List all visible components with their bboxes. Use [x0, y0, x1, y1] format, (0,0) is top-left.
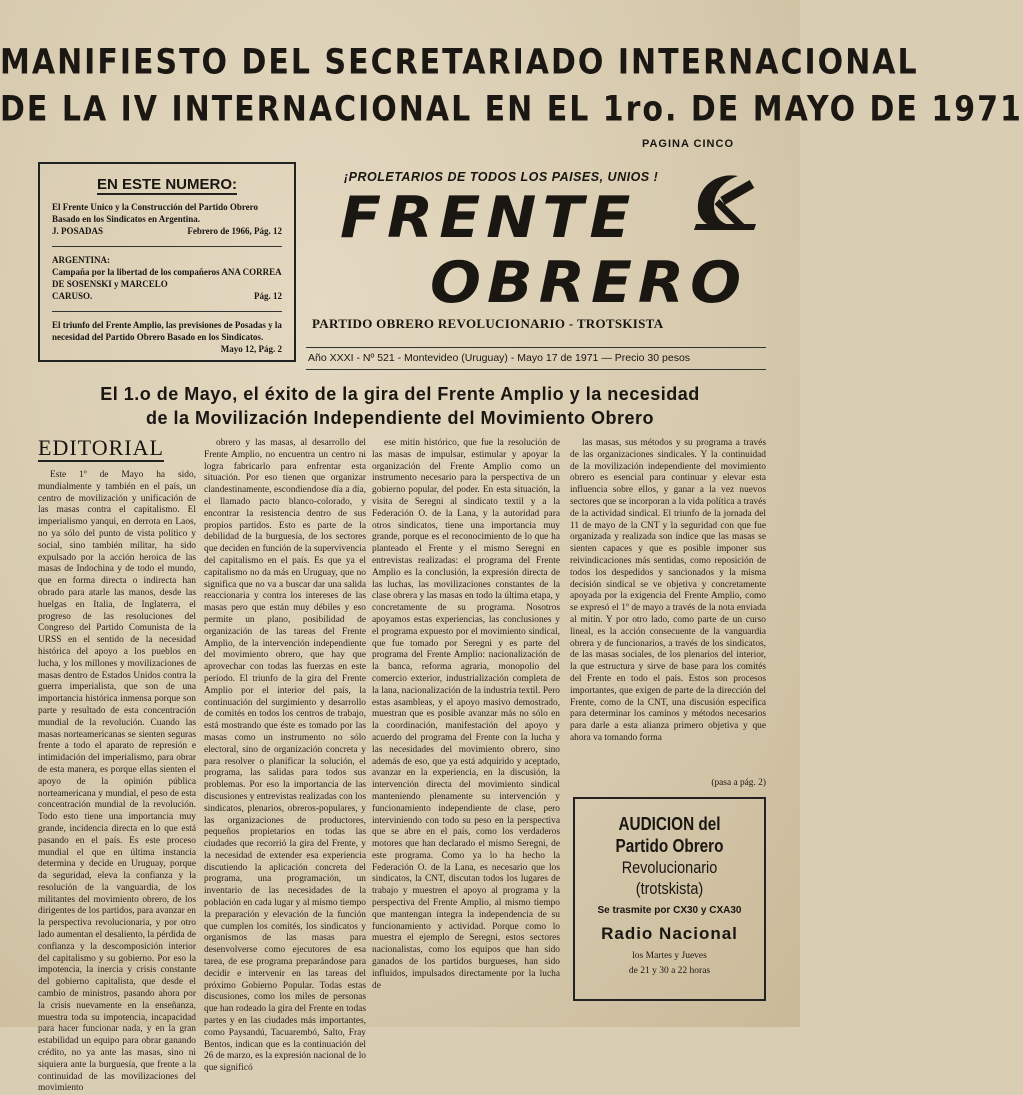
ad-line-2: Partido Obrero: [615, 836, 724, 856]
ad-line-1: AUDICION del: [618, 814, 721, 834]
newspaper-name-line-1: FRENTE: [340, 184, 637, 252]
page-label: PAGINA CINCO: [641, 138, 734, 150]
editorial-title: EDITORIAL: [38, 435, 164, 460]
ad-broadcast: Se trasmite por CX30 y CXA30: [597, 905, 742, 916]
divider: [52, 246, 282, 247]
editorial-column-4: las masas, sus métodos y su programa a través de las organizaciones sindicales. Y la continuidad de la movilización independiente del movimiento obrero es esencial para continuar y elevar esta influencia sobre ellos, y ganar a la vez nuevos sectores que se incorporan a la vida política a través de la actividad sindical. El triunfo de la jornada del 11 de mayo de la CNT y la seguridad con que fue organizada y realizada son índice que las masas se sienten capaces y que es posible imponer sus reivindicaciones más sentidas, como reposición de todos los despedidos y sancionados y la misma decisión sindical se ve objetiva y concretamente apoyada por la exigencia del Frente Amplio, como se expresó el 1º de mayo a través de la nota enviada al mitin. Y por otro lado, como parte de un curso lineal, es la acción consecuente de la vanguardia obrera y de funcionarios, a través de los sindicatos, de las masas sociales, de los plenarios del interior, la que estructura y sirve de base para los comités del Frente en todo el país. Estos son procesos importantes, que exigen de parte de la dirección del Frente, como de la CNT, una discusión específica para determinar los caminos y métodos necesarios para darle a esta alianza primero objetiva y que ahora va tomando forma: [570, 438, 766, 743]
contents-item-3: El triunfo del Frente Amplio, las previsiones de Posadas y la necesidad del Partido Obrero Basado en los Sindicatos. Mayo 12, Pág. 2: [52, 320, 282, 354]
editorial-column-3: ese mitin histórico, que fue la resolución de las masas de impulsar, estimular y apoyar la organización del Frente Amplio como un instrumento necesario para la perspectiva de un gobierno popular, del poder. En esta situación, la visita de Seregni al sindicato textil y a la Federación O. de la Lana, y la autoridad para otros sindicatos, tiene una importancia muy grande, porque es el reconocimiento de lo que ha planteado el Frente y el mismo Seregni en entrevistas realizadas: el programa del Frente Amplio es la conclusión, la expresión directa de las luchas, las movilizaciones constantes de la clase obrera y las masas en todo la última etapa, y concretamente de su programa. Nosotros apoyamos estas experiencias, las conclusiones y el programa expuesto por el movimiento sindical, que fue tomado por Seregni y es parte del programa del Frente Amplio: nacionalización de la banca, reforma agraria, monopolio del comercio exterior, industrialización completa de la lana, nacionalización de la industria textil. Pero estas asambleas, y el apoyo masivo demostrado, muestran que es posible avanzar más no sólo en la coordinación, manifestación del apoyo y acuerdo del programa del Frente con la lucha y las necesidades del movimiento obrero, sino además de eso, que ya está adquirido y aceptado, avanzar en la experiencia, en la discusión, la intervención directa del movimiento sindical manteniendo plenamente su intervención y funcionamiento independiente de clase, pero interviniendo con todo su peso en la perspectiva que se abre en el país, como los verdaderos motores que han declarado el mismo Seregni, de este programa. Como ya lo ha hecho la Federación O. de la Lana, es necesario que los sindicatos, la CNT, discutan todos los lugares de trabajo y muestren el apoyo al programa y la perspectiva del Frente Amplio, al mismo tiempo que mantengan íntegra la independencia de su funcionamiento y actividad. Porque como lo muestra el ejemplo de Seregni, estos sectores nacionalistas, como los equipos que han sido ganados de los partidos burgueses, han sido influidos, impulsados directamente por la lucha de: [372, 438, 560, 991]
contents-item-1: El Frente Unico y la Construcción del Partido Obrero Basado en los Sindicatos en Argentina. J. POSADAS Febrero de 1966, Pág. 12: [52, 202, 282, 236]
contents-item-2: ARGENTINA: Campaña por la libertad de los compañeros ANA CORREA DE SOSENSKI y MARCELO CARUSO. Pág. 12: [52, 255, 282, 301]
ad-line-3: Revolucionario: [621, 858, 718, 877]
party-name: PARTIDO OBRERO REVOLUCIONARIO - TROTSKISTA: [312, 316, 664, 331]
masthead-line-2: DE LA IV INTERNACIONAL EN EL 1ro. DE MAYO DE 1971: [0, 89, 1023, 130]
issue-line: Año XXXI - Nº 521 - Montevideo (Uruguay) - Mayo 17 de 1971 — Precio 30 pesos: [308, 352, 691, 364]
contents-title: EN ESTE NUMERO:: [96, 176, 237, 193]
ad-days: los Martes y Jueves: [632, 951, 707, 961]
divider: [52, 311, 282, 312]
newspaper-name-line-2: OBRERO: [430, 249, 748, 317]
editorial-column-2: obrero y las masas, al desarrollo del Frente Amplio, no encuentra un centro ni logra fabricarlo para enfrentar esta situación. Por eso tienen que organizar clandestinamente, escondiendose día a día, el llamado pacto blanco-colorado, y encontrar la resistencia dentro de sus propios partidos. Esto es parte de la debilidad de la burguesía, de los sectores que deciden en función de la supervivencia del capitalismo en el país. Es que ya el capitalismo no da más en Uruguay, que no significa que no va a buscar dar una salida reaccionaria y contra los intereses de las masas pero que están muy débiles y eso permite un plano, posibilidad de organización de las tareas del Frente Amplio, de la intervención independiente del movimiento obrero, que hay que aprovechar con todas las fuerzas en este período. El triunfo de la gira del Frente Amplio por el interior del país, la continuación del surgimiento y desarrollo de comités en todos los centros de trabajo, está mostrando que éste es tomado por las masas como un instrumento no sólo electoral, sino de organización concreta y para resolver o planificar la solución, el programa, las salidas para todos sus problemas. Por eso la importancia de las discusiones y entrevistas realizadas con los sindicatos, plenarios, obreros-populares, y las organizaciones de productores, pequeños propietarios en todas las ciudades que recorrió la gira del Frente, y la necesidad de extender esa experiencia discutiendo la aplicación concreta del programa, una programación, un inventario de las necesidades de la población en cada lugar y al mismo tiempo la preparación y elevación de la función que cumplen los comités, los sindicatos y organismos de las masas para desenvolverse como ejecutores de esa tarea, de ese programa preparándose para decidir e intervenir en las tareas del próximo Gobierno Popular. Todas estas discusiones, como los miles de personas que han rodeado la gira del Frente en todas partes y en las ciudades más importantes, como Paysandú, Tacuarembó, Salto, Fray Bentos, indican que es la continuación del 26 de marzo, es la expresión nacional de lo que significó: [204, 438, 366, 1074]
divider: [306, 369, 766, 370]
hammer-sickle-icon: [690, 166, 762, 236]
editorial-column-1: Este 1º de Mayo ha sido, mundialmente y también en el país, un centro de movilización y unificación de las masas contra el capitalismo. El imperialismo yanqui, en derrota en Laos, no ya sólo del punto de vista político y social, sino también militar, ha sido expulsado por la acción heroica de las masas de Indochina y de todo el mundo, que en forma directa o indirecta han obrado para atarle las manos, desde las huelgas en Italia, de Inglaterra, el progreso de las resoluciones del Congreso del Partido Comunista de la URSS en el sentido de la necesidad histórica del apoyo a los pueblos en lucha, y los millones y movilizaciones de masas dentro de Estados Unidos contra la guerra imperialista, que son de una importancia histórica inmensa porque son parte y resultado de esta concentración mundial de la revolución. Cuando las masas norteamericanas se sienten seguras frente a todo el aparato de represión e intimidación del imperialismo, para obrar de esta manera, es porque ellas sienten el apoyo de la opinión pública norteamericana y mundial, el peso de esta concentración mundial de la revolución. Todo esto tiene una importancia muy grande, incidencia directa en lo que está pasando en el país. Es este proceso mundial el que en última instancia determina y decide en Uruguay, porque da seguridad, eleva la confianza y la resolución de la vanguardia, de los militantes del movimiento obrero, de los dirigentes de los partidos, para avanzar en la perspectiva revolucionaria, y por otro lado aumentan el desaliento, la pérdida de confianza y la descomposición interior del capitalismo y su gobierno. Por eso la impotencia, la inercia y crisis constante del gobierno capitalista, que desde el cambio de ministros, pasando ahora por la crisis nuevamente en la enseñanza, muestra toda su impotencia, incapacidad para hacer funcionar nada, y en la gran estabilidad un equipo para obrar ganando crédito, no ya ante las masas, sino ni siquiera ante la burguesía, que frente a la continuidad de las movilizaciones del movimiento: [38, 470, 196, 1094]
ad-station: Radio Nacional: [601, 924, 738, 943]
masthead-line-1: MANIFIESTO DEL SECRETARIADO INTERNACIONAL: [0, 42, 919, 83]
slogan: ¡PROLETARIOS DE TODOS LOS PAISES, UNIOS !: [344, 170, 659, 184]
continued-note: (pasa a pág. 2): [711, 778, 766, 788]
ad-line-4: (trotskista): [635, 879, 704, 898]
radio-ad-box: [573, 797, 766, 1001]
headline-line-1: El 1.o de Mayo, el éxito de la gira del Frente Amplio y la necesidad: [100, 384, 700, 404]
divider: [306, 347, 766, 348]
contents-box: [38, 162, 296, 362]
ad-hours: de 21 y 30 a 22 horas: [628, 966, 711, 976]
headline-line-2: de la Movilización Independiente del Movimiento Obrero: [145, 408, 655, 428]
